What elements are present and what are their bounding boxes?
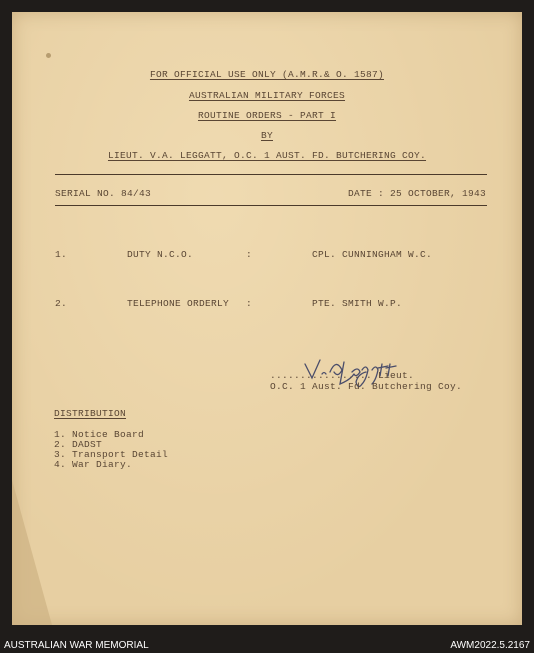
- duty-title: TELEPHONE ORDERLY: [127, 298, 230, 309]
- distribution-heading: DISTRIBUTION: [54, 408, 127, 419]
- distribution-item: 3. Transport Detail: [54, 449, 169, 460]
- separator: :: [246, 249, 253, 260]
- separator: :: [246, 298, 253, 309]
- order-date: DATE : 25 OCTOBER, 1943: [347, 188, 486, 199]
- signatory-unit: O.C. 1 Aust. Fd. Butchering Coy.: [270, 381, 463, 392]
- serial-number: SERIAL NO. 84/43: [55, 188, 152, 199]
- distribution-item: 2. DADST: [54, 439, 103, 450]
- issuer-line: LIEUT. V.A. LEGGATT, O.C. 1 AUST. FD. BUTCHERING COY.: [107, 150, 427, 161]
- top-rule: [55, 174, 487, 175]
- accession-number: AWM2022.5.2167: [450, 640, 530, 651]
- distribution-item: 4. War Diary.: [54, 459, 133, 470]
- archive-credit: AUSTRALIAN WAR MEMORIAL: [4, 640, 149, 651]
- classification-line: FOR OFFICIAL USE ONLY (A.M.R.& O. 1587): [149, 69, 385, 80]
- bottom-rule: [55, 205, 487, 206]
- document-page: [12, 12, 522, 625]
- assignee-name: CPL. CUNNINGHAM W.C.: [312, 249, 433, 260]
- assignee-name: PTE. SMITH W.P.: [312, 298, 403, 309]
- by-line: BY: [260, 130, 273, 141]
- duty-title: DUTY N.C.O.: [127, 249, 194, 260]
- distribution-item: 1. Notice Board: [54, 429, 145, 440]
- order-number: 2.: [55, 298, 68, 309]
- organization-line: AUSTRALIAN MILITARY FORCES: [188, 90, 346, 101]
- pin-hole: [46, 53, 51, 58]
- signature-line: ................. Lieut.: [270, 370, 415, 381]
- document-title: ROUTINE ORDERS - PART I: [197, 110, 337, 121]
- order-number: 1.: [55, 249, 68, 260]
